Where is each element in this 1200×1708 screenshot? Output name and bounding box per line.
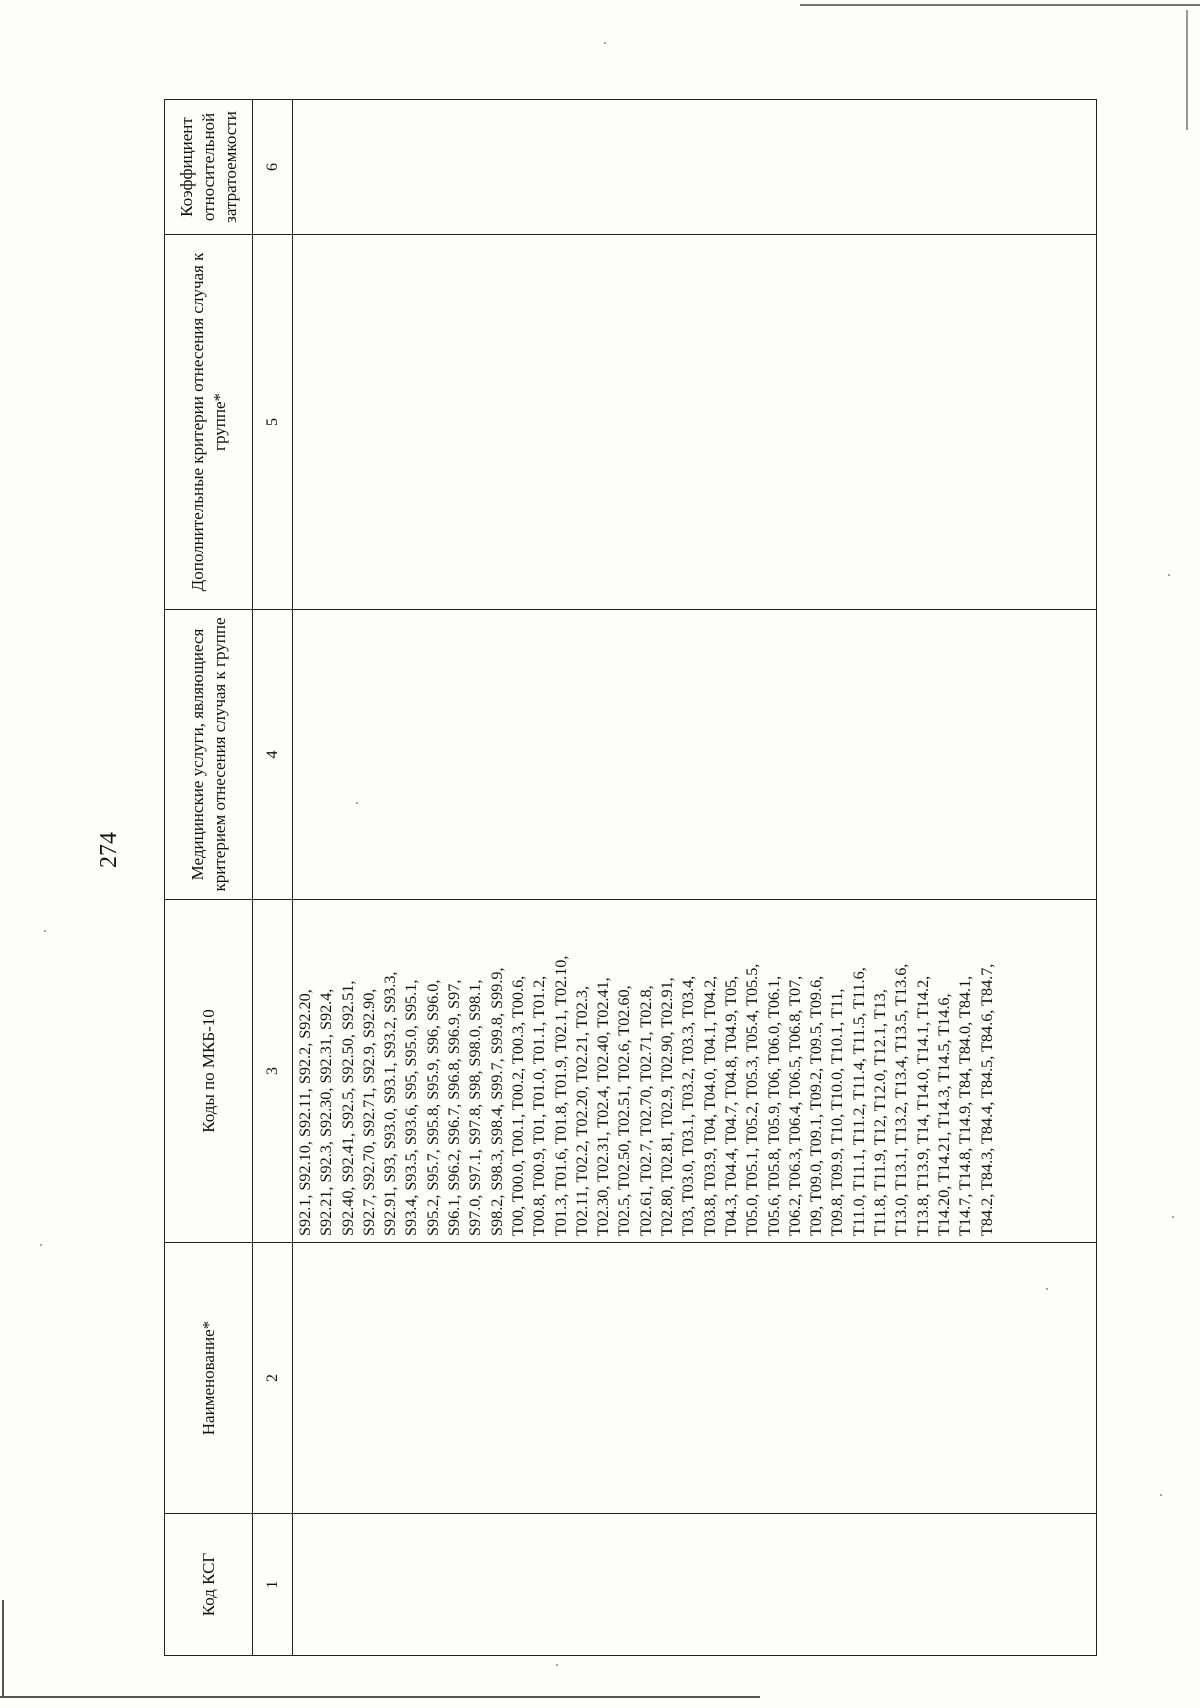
icd10-code-line: T14.7, T14.8, T14.9, T84, T84.0, T84.1, — [956, 975, 975, 1236]
icd10-code-line: T13.8, T13.9, T14, T14.0, T14.1, T14.2, — [913, 975, 932, 1236]
header-row — [165, 100, 253, 1656]
column-number: 2 — [253, 1243, 293, 1514]
icd10-code-line: T00, T00.0, T00.1, T00.2, T00.3, T00.6, — [508, 975, 527, 1236]
scan-speck — [604, 42, 606, 44]
icd10-code-line: T02.80, T02.81, T02.9, T02.90, T02.91, — [658, 977, 677, 1236]
column-number: 4 — [253, 610, 293, 900]
icd10-code-line: T14.20, T14.21, T14.3, T14.5, T14.6, — [934, 993, 953, 1236]
icd10-code-line: T09.8, T09.9, T10, T10.0, T10.1, T11, — [828, 988, 847, 1236]
rotated-table-container — [164, 100, 1096, 1656]
icd10-code-list — [293, 900, 998, 1242]
column-number: 6 — [253, 100, 293, 235]
icd10-code-line: S98.2, S98.3, S98.4, S99.7, S99.8, S99.9, — [487, 967, 506, 1236]
cell-name — [293, 1243, 1097, 1514]
scan-speck — [1168, 574, 1170, 576]
icd10-code-line: T02.61, T02.7, T02.70, T02.71, T02.8, — [636, 985, 655, 1236]
icd10-code-line: T03, T03.0, T03.1, T03.2, T03.3, T03.4, — [679, 975, 698, 1236]
header-name: Наименование* — [165, 1243, 253, 1514]
scan-speck — [1160, 1494, 1162, 1496]
ksg-table — [164, 99, 1097, 1656]
header-cost-coefficient: Коэффициент относительной затратоемкости — [165, 100, 253, 235]
column-number: 1 — [253, 1514, 293, 1656]
icd10-code-line: T06.2, T06.3, T06.4, T06.5, T06.8, T07, — [785, 975, 804, 1236]
icd10-code-line: T02.5, T02.50, T02.51, T02.6, T02.60, — [615, 985, 634, 1236]
icd10-code-line: S92.91, S93, S93.0, S93.1, S93.2, S93.3, — [381, 971, 400, 1236]
icd10-code-line: T01.3, T01.6, T01.8, T01.9, T02.1, T02.10, — [551, 955, 570, 1236]
scan-edge-bottom — [0, 1696, 760, 1698]
cell-medical-services — [293, 610, 1097, 900]
column-number: 3 — [253, 900, 293, 1243]
icd10-code-line: S92.21, S92.3, S92.30, S92.31, S92.4, — [317, 988, 336, 1236]
icd10-code-line: T05.0, T05.1, T05.2, T05.3, T05.4, T05.5, — [743, 963, 762, 1236]
icd10-code-line: T04.3, T04.4, T04.7, T04.8, T04.9, T05, — [721, 975, 740, 1236]
header-medical-services: Медицинские услуги, являющиеся критерием отнесения случая к группе — [165, 610, 253, 900]
header-additional-criteria: Дополнительные критерии отнесения случая к группе* — [165, 235, 253, 610]
icd10-code-line: S92.40, S92.41, S92.5, S92.50, S92.51, — [338, 980, 357, 1236]
icd10-code-line: T09, T09.0, T09.1, T09.2, T09.5, T09.6, — [807, 975, 826, 1236]
icd10-code-line: S93.4, S93.5, S93.6, S95, S95.0, S95.1, — [402, 979, 421, 1236]
icd10-code-line: T03.8, T03.9, T04, T04.0, T04.1, T04.2, — [700, 975, 719, 1236]
icd10-code-line: T11.0, T11.1, T11.2, T11.4, T11.5, T11.6, — [849, 967, 868, 1236]
cell-ksg-code — [293, 1514, 1097, 1656]
header-ksg-code: Код КСГ — [165, 1514, 253, 1656]
icd10-code-line: T02.11, T02.2, T02.20, T02.21, T02.3, — [572, 985, 591, 1236]
scan-speck — [556, 1664, 558, 1666]
icd10-code-line: T84.2, T84.3, T84.4, T84.5, T84.6, T84.7, — [977, 963, 996, 1236]
icd10-code-line: S96.1, S96.2, S96.7, S96.8, S96.9, S97, — [445, 979, 464, 1236]
cell-cost-coefficient — [293, 100, 1097, 235]
scan-edge-top — [800, 4, 1200, 6]
column-number: 5 — [253, 235, 293, 610]
icd10-code-line: S97.0, S97.1, S97.8, S98, S98.0, S98.1, — [466, 979, 485, 1236]
cell-additional-criteria — [293, 235, 1097, 610]
scan-speck — [44, 930, 46, 932]
cell-icd10-codes — [293, 900, 1097, 1243]
icd10-code-line: T05.6, T05.8, T05.9, T06, T06.0, T06.1, — [764, 975, 783, 1236]
table-row — [293, 100, 1097, 1656]
icd10-code-line: T13.0, T13.1, T13.2, T13.4, T13.5, T13.6, — [892, 963, 911, 1236]
icd10-code-line: T02.30, T02.31, T02.4, T02.40, T02.41, — [594, 977, 613, 1236]
scan-speck — [1172, 1216, 1174, 1218]
column-number-row — [253, 100, 293, 1656]
page-number: 274 — [96, 832, 122, 868]
icd10-code-line: T11.8, T11.9, T12, T12.0, T12.1, T13, — [871, 989, 890, 1236]
icd10-code-line: S95.2, S95.7, S95.8, S95.9, S96, S96.0, — [423, 979, 442, 1236]
header-icd10-codes: Коды по МКБ-10 — [165, 900, 253, 1243]
icd10-code-line: T00.8, T00.9, T01, T01.0, T01.1, T01.2, — [530, 975, 549, 1236]
scan-edge-right — [1186, 10, 1188, 130]
scan-speck — [40, 1244, 42, 1246]
scan-edge-left — [2, 1600, 4, 1696]
icd10-code-line: S92.7, S92.70, S92.71, S92.9, S92.90, — [359, 988, 378, 1236]
icd10-code-line: S92.1, S92.10, S92.11, S92.2, S92.20, — [296, 989, 314, 1236]
